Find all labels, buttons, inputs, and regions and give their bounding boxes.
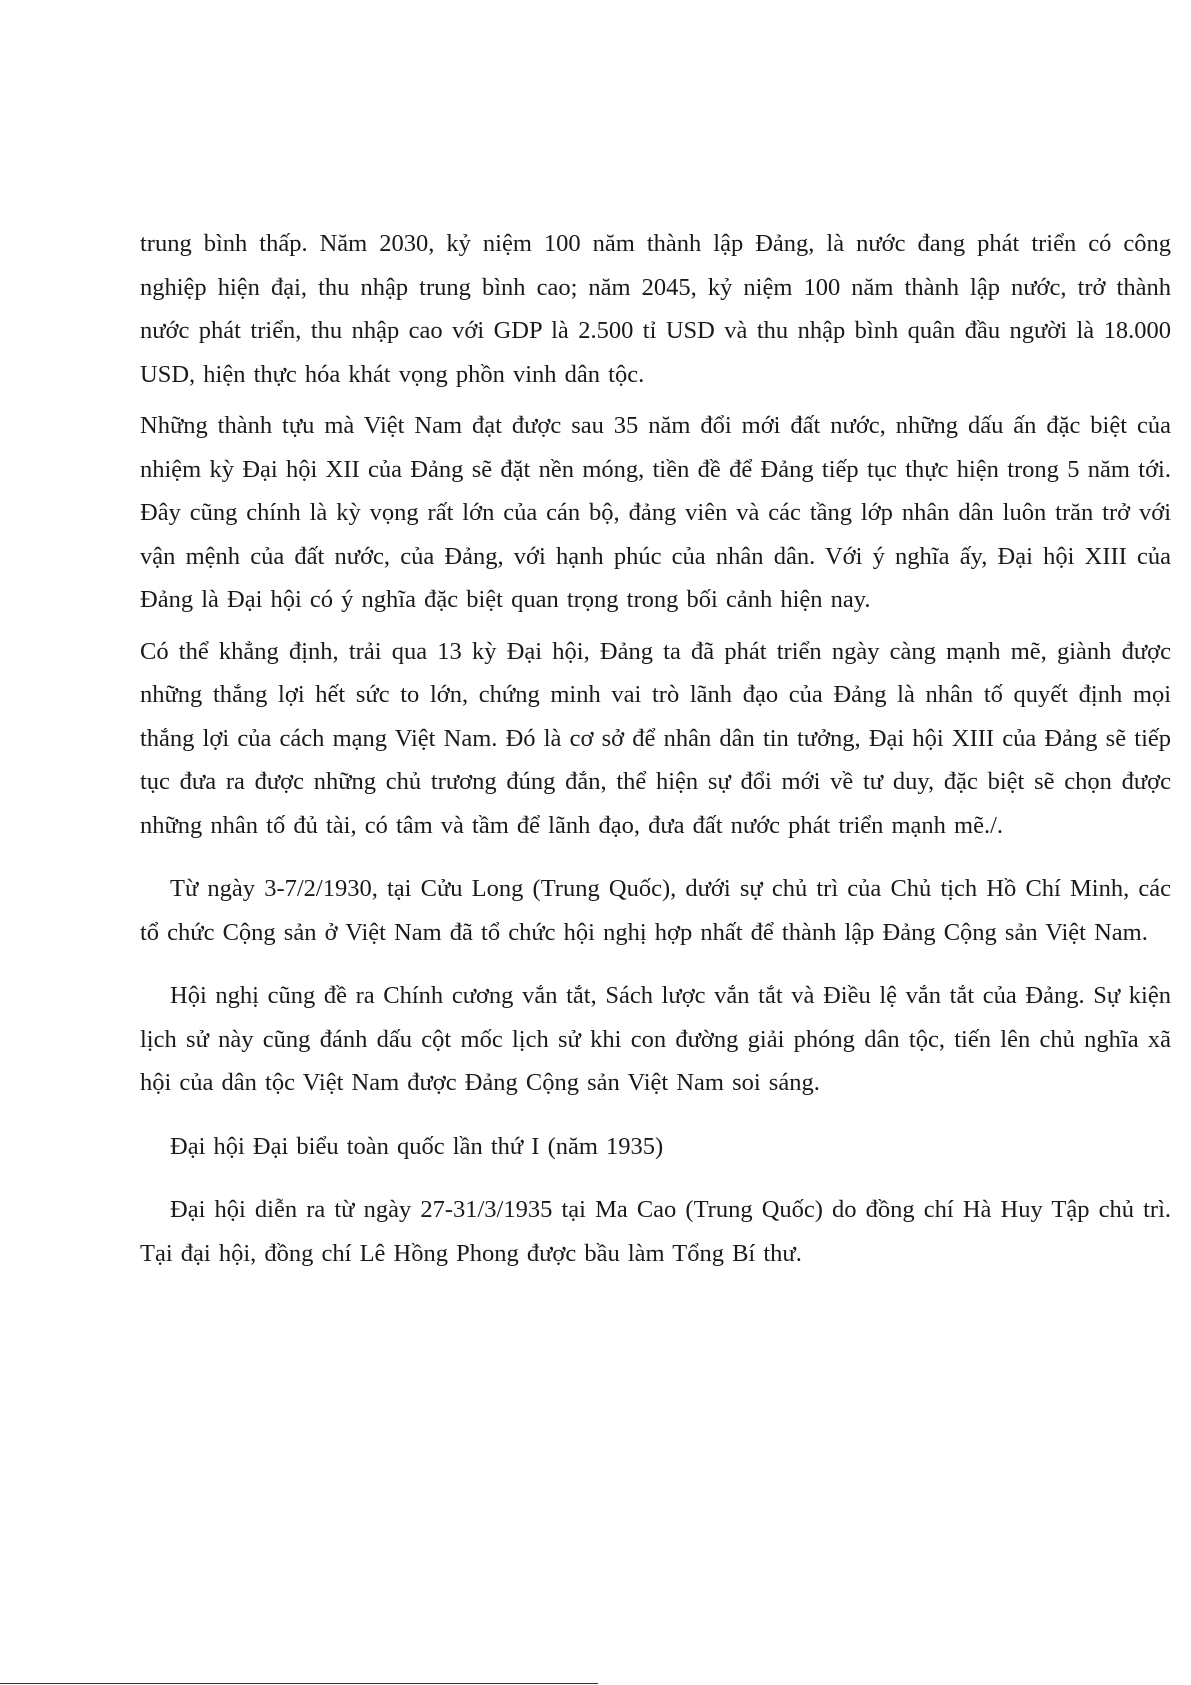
- section-heading-first-congress: Đại hội Đại biểu toàn quốc lần thứ I (năm 1935): [170, 1132, 664, 1160]
- paragraph-achievements: Những thành tựu mà Việt Nam đạt được sau 35 năm đổi mới đất nước, những dấu ấn đặc biệt của nhiệm kỳ Đại hội XII của Đảng sẽ đặt nền móng, tiền đề để Đảng tiếp tục thực hiện trong 5 năm tới. Đây cũng chính là kỳ vọng rất lớn của cán bộ, đảng viên và các tầng lớp nhân dân luôn trăn trở với vận mệnh của đất nước, của Đảng, với hạnh phúc của nhân dân. Với ý nghĩa ấy, Đại hội XIII của Đảng là Đại hội có ý nghĩa đặc biệt quan trọng trong bối cảnh hiện nay.: [140, 412, 1171, 613]
- paragraph-affirmation: Có thể khẳng định, trải qua 13 kỳ Đại hội, Đảng ta đã phát triển ngày càng mạnh mẽ, giành được những thắng lợi hết sức to lớn, chứng minh vai trò lãnh đạo của Đảng là nhân tố quyết định mọi thắng lợi của cách mạng Việt Nam. Đó là cơ sở để nhân dân tin tưởng, Đại hội XIII của Đảng sẽ tiếp tục đưa ra được những chủ trương đúng đắn, thể hiện sự đổi mới về tư duy, đặc biệt sẽ chọn được những nhân tố đủ tài, có tâm và tầm để lãnh đạo, đưa đất nước phát triển mạnh mẽ./.: [140, 637, 1171, 839]
- paragraph-first-congress: Đại hội diễn ra từ ngày 27-31/3/1935 tại Ma Cao (Trung Quốc) do đồng chí Hà Huy Tập chủ trì. Tại đại hội, đồng chí Lê Hồng Phong được bầu làm Tổng Bí thư.: [140, 1196, 1171, 1267]
- footnote-divider: [0, 1683, 598, 1684]
- paragraph-development-goals: trung bình thấp. Năm 2030, kỷ niệm 100 năm thành lập Đảng, là nước đang phát triển có công nghiệp hiện đại, thu nhập trung bình cao; năm 2045, kỷ niệm 100 năm thành lập nước, trở thành nước phát triển, thu nhập cao với GDP là 2.500 tỉ USD và thu nhập bình quân đầu người là 18.000 USD, hiện thực hóa khát vọng phồn vinh dân tộc.: [140, 230, 1171, 388]
- document-body: [140, 222, 1171, 1275]
- paragraph-conference-outcomes: Hội nghị cũng đề ra Chính cương vắn tắt, Sách lược vắn tắt và Điều lệ vắn tắt của Đảng. Sự kiện lịch sử này cũng đánh dấu cột mốc lịch sử khi con đường giải phóng dân tộc, tiến lên chủ nghĩa xã hội của dân tộc Việt Nam được Đảng Cộng sản Việt Nam soi sáng.: [140, 982, 1171, 1096]
- paragraph-founding-conference: Từ ngày 3-7/2/1930, tại Cửu Long (Trung Quốc), dưới sự chủ trì của Chủ tịch Hồ Chí Minh, các tổ chức Cộng sản ở Việt Nam đã tổ chức hội nghị hợp nhất để thành lập Đảng Cộng sản Việt Nam.: [140, 875, 1171, 946]
